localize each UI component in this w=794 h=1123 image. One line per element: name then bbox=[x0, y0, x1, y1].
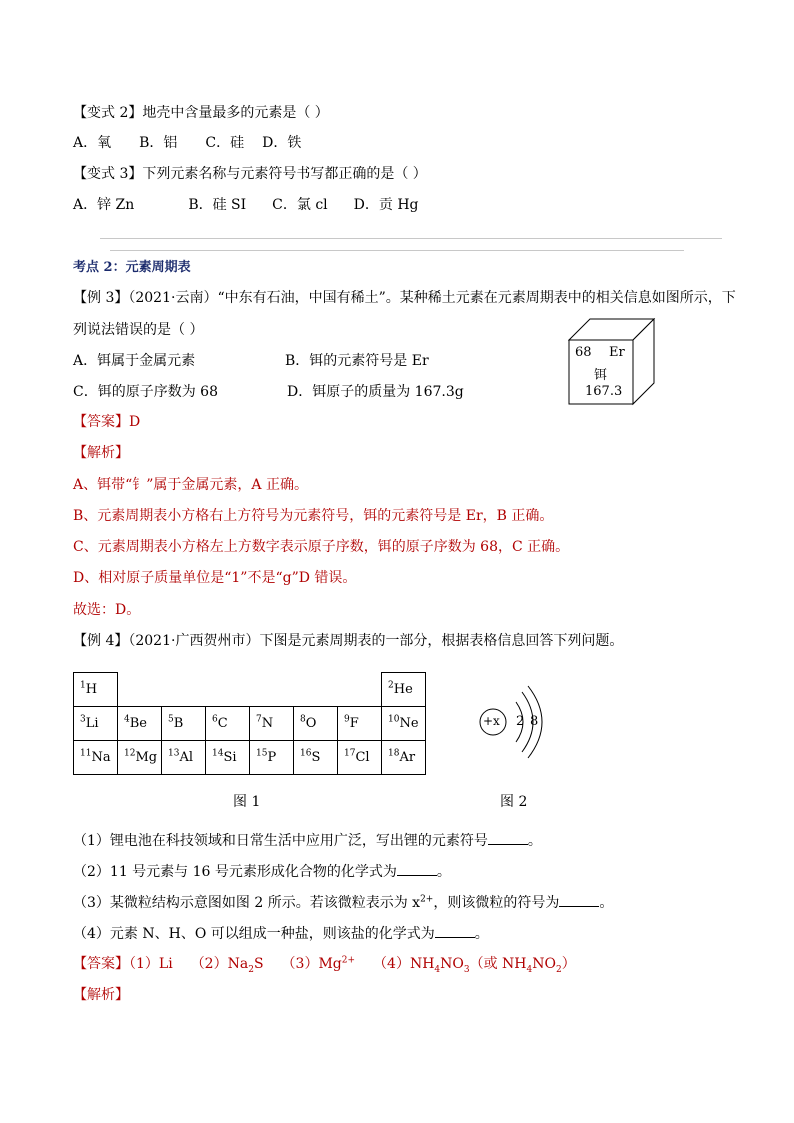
example3-tag: 【例 3】 bbox=[73, 290, 129, 306]
element-cell-n: $^7$N bbox=[250, 707, 294, 741]
element-cell-o: $^8$O bbox=[294, 707, 338, 741]
example4-analysis-label: 【解析】 bbox=[73, 987, 129, 1003]
element-cell-p: $^{15}$P bbox=[250, 741, 294, 775]
answer-1: （1）Li bbox=[129, 956, 173, 972]
element-number: 68 bbox=[575, 345, 592, 360]
variant3-option-b: B．硅 SI bbox=[188, 197, 247, 213]
example4-tag: 【例 4】 bbox=[73, 633, 129, 649]
variant2-options bbox=[73, 133, 301, 153]
section-divider bbox=[100, 238, 722, 239]
table-gap bbox=[118, 673, 382, 707]
analysis-line-d: D、相对原子质量单位是“1”不是“g”D 错误。 bbox=[73, 570, 357, 586]
example3-answer bbox=[73, 412, 140, 432]
figure1-caption: 图 1 bbox=[233, 794, 261, 810]
element-cell-be: $^4$Be bbox=[118, 707, 162, 741]
analysis-line-a: A、铒带“钅”属于金属元素，A 正确。 bbox=[73, 477, 308, 493]
question-4: （4）元素 N、H、O 可以组成一种盐，则该盐的化学式为 。 bbox=[73, 923, 489, 944]
element-name: 铒 bbox=[594, 368, 608, 383]
nucleus-charge: +x bbox=[483, 714, 500, 728]
element-cell-c: $^6$C bbox=[206, 707, 250, 741]
answer-value: D bbox=[129, 414, 141, 430]
variant2-tag: 【变式 2】 bbox=[73, 105, 143, 121]
answer-3: $(3)Mg^{2+}$ bbox=[281, 955, 356, 972]
variant3-question: 下列元素名称与元素符号书写都正确的是（ ） bbox=[142, 166, 427, 182]
answer-2: $(2)Na_2S$ bbox=[190, 956, 264, 975]
answer-blank bbox=[397, 861, 437, 876]
section-divider-inner bbox=[110, 250, 684, 251]
periodic-table-fragment bbox=[73, 672, 426, 775]
question-3: （3）某微粒结构示意图如图 2 所示。若该微粒表示为 $x^{2+}$，则该微粒的符号为 。 bbox=[73, 892, 613, 913]
example3-option-d: D．铒原子的质量为 167.3g bbox=[287, 384, 464, 400]
answer-label: 【答案】 bbox=[73, 414, 129, 430]
variant3-option-c: C．氯 cl bbox=[272, 197, 328, 213]
variant2-option-c: C．硅 bbox=[205, 135, 245, 151]
element-cell-figure bbox=[568, 318, 658, 408]
example3-option-a: A．铒属于金属元素 bbox=[73, 353, 196, 369]
variant3-options bbox=[73, 195, 419, 215]
variant2-stem bbox=[73, 103, 329, 123]
answer-blank bbox=[559, 892, 599, 907]
element-cell-b: $^5$B bbox=[162, 707, 206, 741]
example3-stem-line2: 列说法错误的是（ ） bbox=[73, 322, 204, 338]
element-cell-h: $^1$H bbox=[74, 673, 118, 707]
element-cell-ar: $^{18}$Ar bbox=[382, 741, 426, 775]
answer-blank bbox=[488, 830, 528, 845]
variant3-option-d: D．贡 Hg bbox=[353, 197, 419, 213]
section-title: 考点 2：元素周期表 bbox=[73, 260, 191, 275]
question-2: （2）11 号元素与 16 号元素形成化合物的化学式为 。 bbox=[73, 861, 451, 882]
variant2-option-d: D．铁 bbox=[262, 135, 302, 151]
shell1-electrons: 2 bbox=[516, 714, 525, 729]
example4-stem: 【例 4】（2021·广西贺州市）下图是元素周期表的一部分，根据表格信息回答下列问题。 bbox=[73, 633, 624, 649]
example4-answer bbox=[73, 954, 576, 974]
variant3-tag: 【变式 3】 bbox=[73, 166, 143, 182]
variant2-question: 地壳中含量最多的元素是（ ） bbox=[142, 105, 329, 121]
element-cell-ne: $^{10}$Ne bbox=[382, 707, 426, 741]
example3-option-b: B．铒的元素符号是 Er bbox=[285, 353, 429, 369]
question-1: （1）锂电池在科技领域和日常生活中应用广泛，写出锂的元素符号 。 bbox=[73, 830, 542, 851]
figure2-caption: 图 2 bbox=[500, 794, 528, 810]
answer-label: 【答案】 bbox=[73, 956, 129, 972]
variant2-option-a: A．氧 bbox=[73, 135, 112, 151]
element-cell-si: $^{14}$Si bbox=[206, 741, 250, 775]
atom-structure-diagram bbox=[476, 684, 556, 760]
element-cell-na: $^{11}$Na bbox=[74, 741, 118, 775]
variant3-option-a: A．锌 Zn bbox=[73, 197, 135, 213]
variant2-option-b: B．铝 bbox=[139, 135, 178, 151]
example3-analysis-label: 【解析】 bbox=[73, 445, 129, 461]
element-mass: 167.3 bbox=[585, 384, 623, 399]
element-cell-f: $^9$F bbox=[338, 707, 382, 741]
shell2-electrons: 8 bbox=[530, 714, 539, 729]
element-symbol: Er bbox=[609, 345, 625, 360]
element-cell-cl: $^{17}$Cl bbox=[338, 741, 382, 775]
analysis-line-c: C、元素周期表小方格左上方数字表示原子序数，铒的原子序数为 68，C 正确。 bbox=[73, 539, 570, 555]
element-cell-mg: $^{12}$Mg bbox=[118, 741, 162, 775]
analysis-line-b: B、元素周期表小方格右上方符号为元素符号，铒的元素符号是 Er，B 正确。 bbox=[73, 508, 554, 524]
element-cell-he: $^2$He bbox=[382, 673, 426, 707]
answer-blank bbox=[435, 923, 475, 938]
example3-option-c: C．铒的原子序数为 68 bbox=[73, 384, 218, 400]
element-cell-al: $^{13}$Al bbox=[162, 741, 206, 775]
element-cell-s: $^{16}$S bbox=[294, 741, 338, 775]
answer-4: $(4)NH_4NO_3$（或 $NH_4NO_2$） bbox=[373, 956, 576, 975]
example3-choice: 故选：D。 bbox=[73, 602, 141, 618]
variant3-stem bbox=[73, 164, 427, 184]
example3-stem-line1: 【例 3】（2021·云南）“中东有石油，中国有稀土”。某种稀土元素在元素周期表中的相关信息如图所示，下 bbox=[73, 290, 736, 306]
element-cell-li: $^3$Li bbox=[74, 707, 118, 741]
